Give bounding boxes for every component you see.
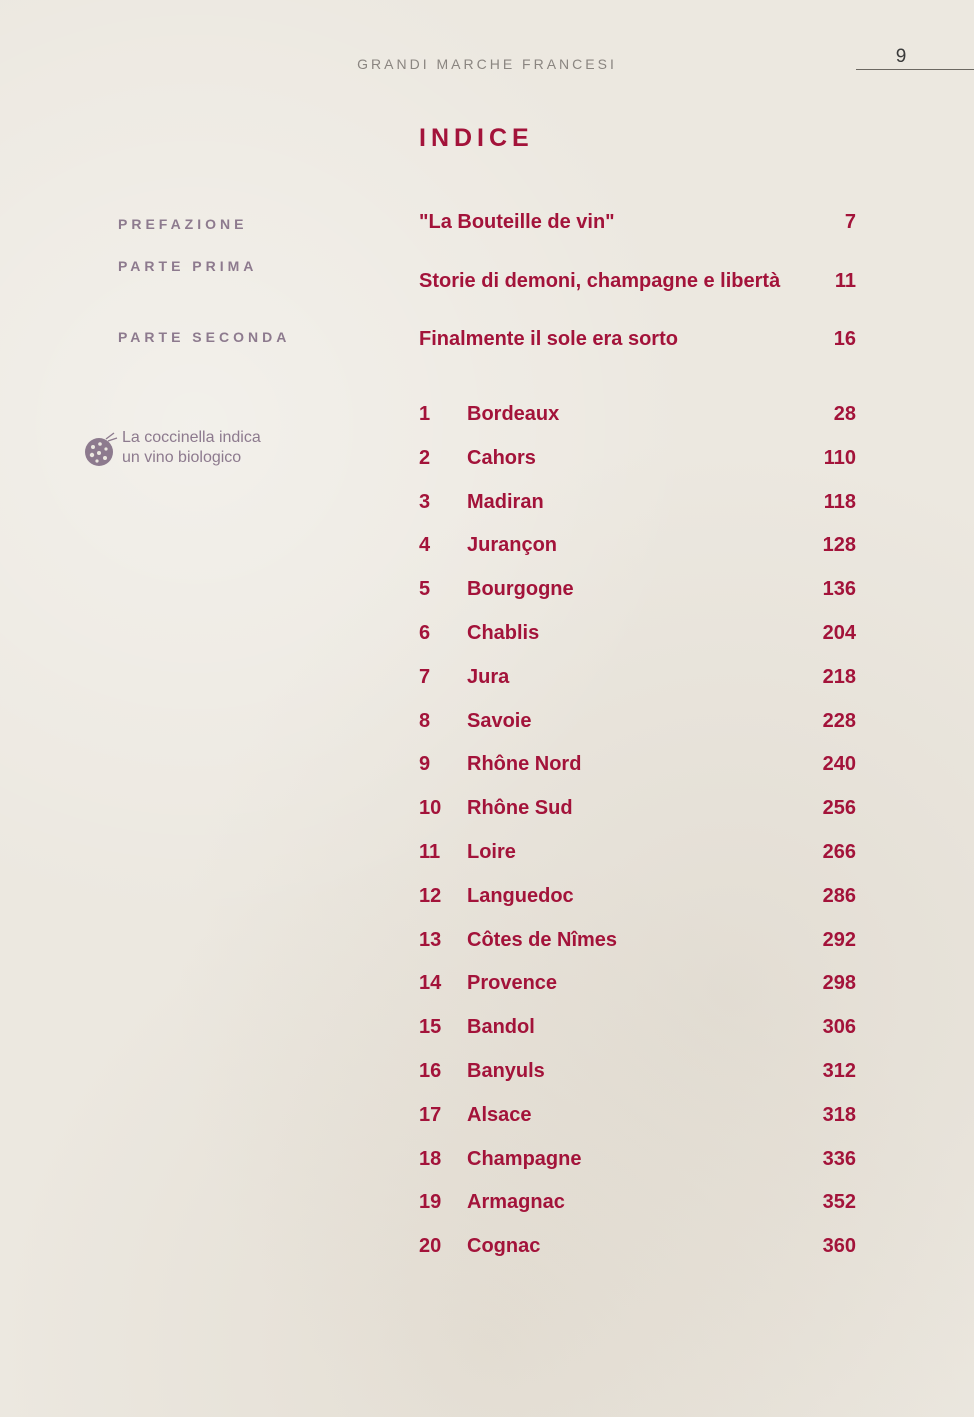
chapter-entry[interactable]	[419, 578, 856, 622]
chapter-entry[interactable]	[419, 491, 856, 535]
chapter-number: 20	[419, 1235, 442, 1258]
toc-entry-page: 7	[844, 211, 856, 233]
toc-entry-title: "La Bouteille de vin"	[419, 211, 615, 233]
chapter-title: Armagnac	[467, 1191, 565, 1214]
chapter-number: 15	[419, 1016, 442, 1039]
chapter-entry[interactable]	[419, 534, 856, 578]
chapter-page: 240	[822, 753, 856, 776]
chapter-page: 306	[822, 1016, 856, 1039]
chapter-title: Bandol	[467, 1016, 535, 1039]
running-head: GRANDI MARCHE FRANCESI	[357, 56, 617, 72]
chapter-entry[interactable]	[419, 841, 856, 885]
chapter-title: Banyuls	[467, 1059, 545, 1082]
chapter-title: Cahors	[467, 446, 536, 469]
chapter-number: 10	[419, 797, 442, 820]
label-parte-prima: PARTE PRIMA	[118, 258, 258, 274]
chapter-entry[interactable]	[419, 403, 856, 447]
page-number: 9	[895, 46, 907, 67]
chapter-page: 360	[822, 1235, 856, 1258]
chapter-number: 13	[419, 928, 442, 951]
chapter-number: 11	[419, 840, 441, 863]
chapter-page: 292	[822, 928, 856, 951]
chapter-title: Alsace	[467, 1103, 532, 1126]
chapter-number: 1	[419, 403, 431, 425]
chapter-list	[419, 403, 856, 1279]
chapter-title: Bourgogne	[467, 578, 574, 601]
chapter-entry[interactable]	[419, 972, 856, 1016]
chapter-page: 298	[822, 972, 856, 995]
note-line-1: La coccinella indica	[122, 429, 261, 446]
chapter-title: Champagne	[467, 1147, 582, 1170]
chapter-title: Jura	[467, 665, 510, 688]
chapter-page: 318	[822, 1103, 856, 1126]
chapter-number: 3	[419, 490, 431, 513]
toc-entry-title: Finalmente il sole era sorto	[419, 328, 678, 350]
page-number-rule	[856, 69, 974, 70]
organic-wine-note	[84, 428, 261, 468]
chapter-title: Cognac	[467, 1235, 541, 1258]
chapter-page: 336	[822, 1147, 856, 1170]
chapter-page: 256	[822, 797, 856, 820]
chapter-number: 16	[419, 1059, 442, 1082]
label-prefazione: PREFAZIONE	[118, 216, 248, 232]
chapter-title: Bordeaux	[467, 403, 560, 425]
chapter-title: Jurançon	[467, 534, 558, 557]
chapter-entry[interactable]	[419, 1235, 856, 1279]
chapter-page: 136	[822, 578, 856, 601]
toc-entry-prefazione[interactable]	[419, 211, 856, 234]
chapter-number: 9	[419, 753, 431, 776]
chapter-page: 128	[822, 534, 856, 557]
chapter-number: 7	[419, 665, 431, 688]
chapter-entry[interactable]	[419, 666, 856, 710]
toc-entry-parte-seconda[interactable]	[419, 328, 856, 351]
chapter-page: 228	[822, 709, 856, 732]
chapter-title: Madiran	[467, 490, 544, 513]
chapter-entry[interactable]	[419, 1060, 856, 1104]
label-parte-seconda: PARTE SECONDA	[118, 329, 291, 345]
chapter-number: 8	[419, 709, 431, 732]
chapter-title: Languedoc	[467, 884, 574, 907]
chapter-page: 286	[822, 884, 856, 907]
chapter-entry[interactable]	[419, 447, 856, 491]
chapter-number: 14	[419, 972, 442, 995]
chapter-entry[interactable]	[419, 1148, 856, 1192]
chapter-page: 204	[822, 621, 856, 644]
chapter-number: 18	[419, 1147, 442, 1170]
chapter-number: 5	[419, 578, 431, 601]
toc-entry-parte-prima[interactable]	[419, 270, 856, 293]
chapter-entry[interactable]	[419, 1191, 856, 1235]
chapter-page: 110	[823, 446, 856, 469]
chapter-page: 266	[822, 840, 856, 863]
chapter-entry[interactable]	[419, 1104, 856, 1148]
chapter-entry[interactable]	[419, 753, 856, 797]
chapter-number: 4	[419, 534, 431, 557]
chapter-entry[interactable]	[419, 710, 856, 754]
chapter-number: 6	[419, 621, 431, 644]
chapter-entry[interactable]	[419, 929, 856, 973]
toc-entry-page: 16	[833, 328, 856, 350]
chapter-title: Provence	[467, 972, 558, 995]
chapter-title: Loire	[467, 840, 516, 863]
chapter-number: 19	[419, 1191, 442, 1214]
chapter-entry[interactable]	[419, 885, 856, 929]
chapter-entry[interactable]	[419, 797, 856, 841]
chapter-number: 12	[419, 884, 442, 907]
chapter-page: 218	[822, 665, 856, 688]
chapter-entry[interactable]	[419, 622, 856, 666]
chapter-title: Rhône Nord	[467, 753, 582, 776]
toc-entry-title: Storie di demoni, champagne e libertà	[419, 270, 781, 292]
chapter-number: 2	[419, 446, 431, 469]
chapter-page: 28	[833, 403, 856, 425]
chapter-title: Rhône Sud	[467, 797, 573, 820]
chapter-entry[interactable]	[419, 1016, 856, 1060]
page-title: INDICE	[419, 124, 534, 152]
chapter-title: Chablis	[467, 621, 540, 644]
chapter-title: Côtes de Nîmes	[467, 928, 618, 951]
ladybug-icon	[84, 428, 118, 468]
toc-entry-page: 11	[834, 270, 856, 292]
chapter-title: Savoie	[467, 709, 532, 732]
chapter-page: 352	[822, 1191, 856, 1214]
chapter-number: 17	[419, 1103, 442, 1126]
chapter-page: 118	[823, 490, 856, 513]
chapter-page: 312	[822, 1059, 856, 1082]
note-line-2: un vino biologico	[122, 449, 242, 466]
